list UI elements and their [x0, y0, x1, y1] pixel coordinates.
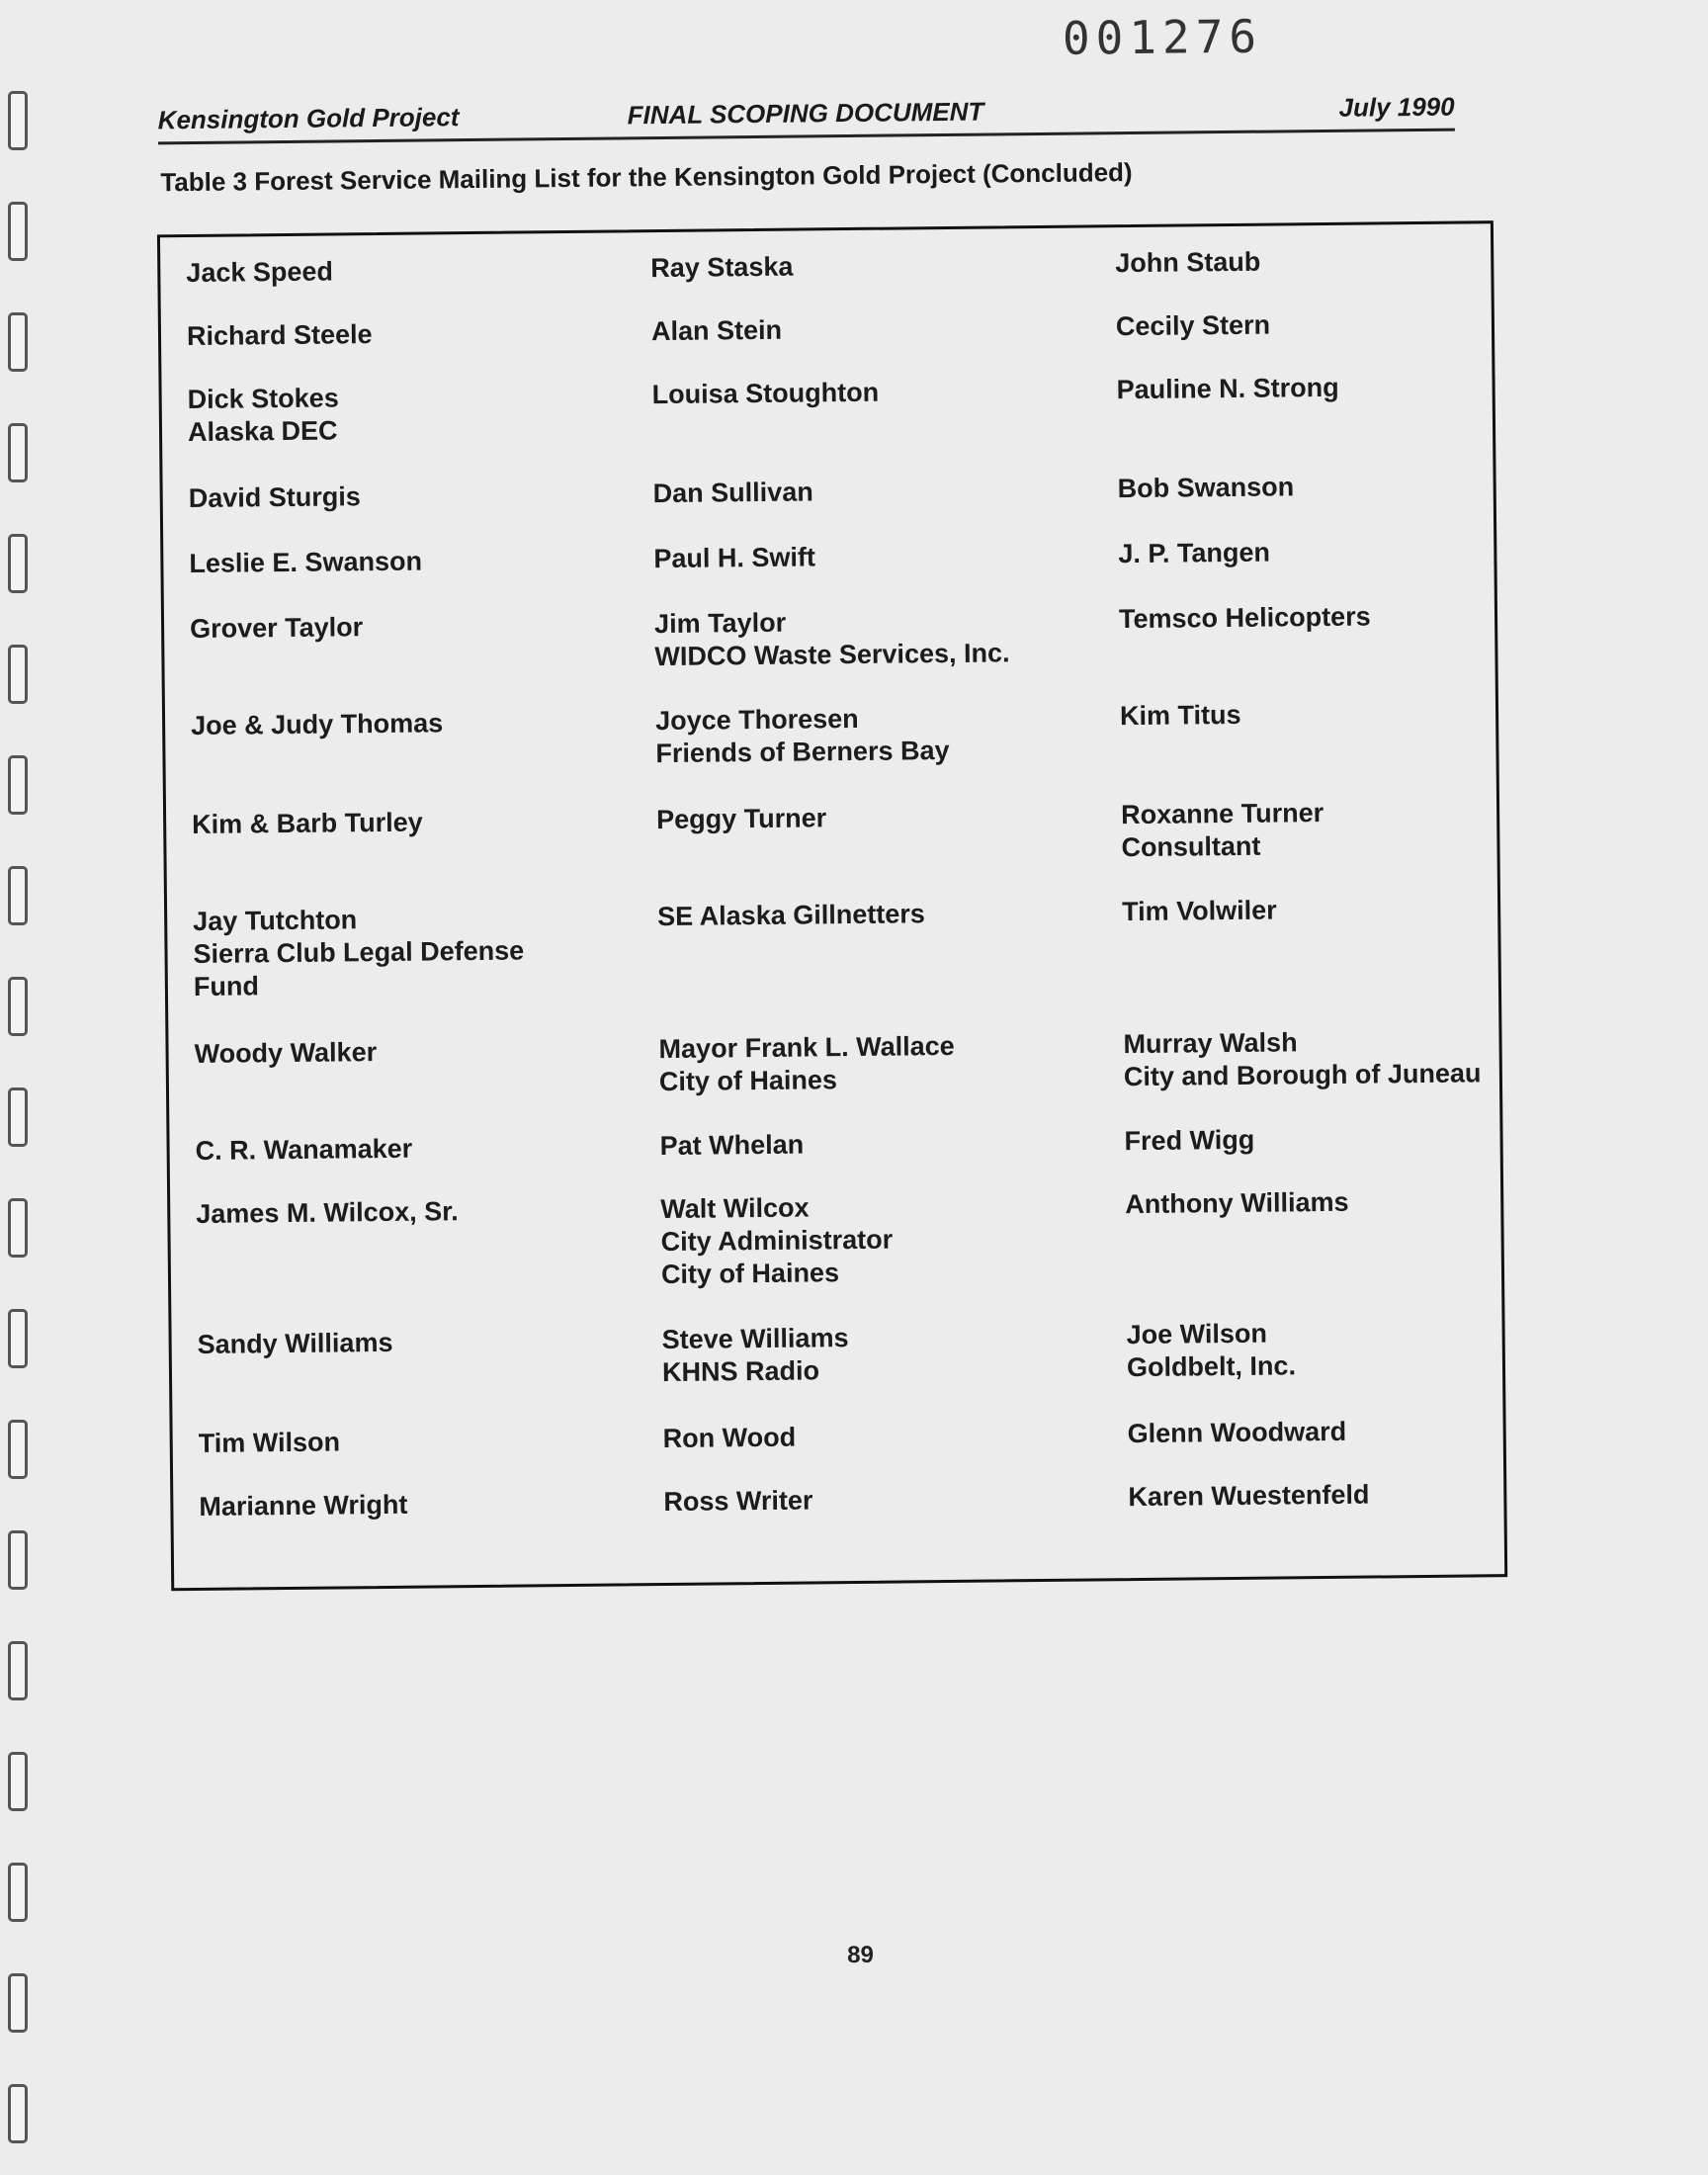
entry-name: Richard Steele — [186, 319, 373, 352]
entry-name: Jack Speed — [186, 256, 334, 289]
entry-name: Ron Wood — [662, 1422, 797, 1454]
mailing-list-entry — [653, 476, 813, 510]
mailing-list-entry — [199, 1426, 341, 1459]
entry-name: Tim Wilson — [198, 1427, 341, 1458]
entry-name: Joe & Judy Thomas — [190, 708, 444, 741]
mailing-list-entry — [1128, 1416, 1347, 1450]
mailing-list-entry — [1123, 1024, 1481, 1093]
mailing-list-entry — [1120, 699, 1241, 733]
mailing-list-entry — [190, 611, 363, 646]
entry-affiliation: Sierra Club Legal Defense — [193, 935, 525, 969]
entry-name: John Staub — [1115, 246, 1261, 279]
entry-name: Mayor Frank L. Wallace — [658, 1030, 955, 1065]
mailing-list-entry — [1125, 1186, 1349, 1221]
entry-name: Kim & Barb Turley — [192, 807, 423, 839]
mailing-list-entry — [654, 604, 1010, 673]
mailing-list-box — [157, 220, 1507, 1591]
mailing-list-entry — [659, 1129, 804, 1164]
entry-name: SE Alaska Gillnetters — [657, 899, 925, 932]
mailing-list-entry — [1119, 601, 1371, 637]
mailing-list-entry — [1118, 471, 1295, 505]
mailing-list-entry — [655, 702, 950, 770]
mailing-list-entry — [1122, 895, 1277, 929]
entry-name: Leslie E. Swanson — [189, 546, 423, 579]
entry-name: Grover Taylor — [189, 612, 364, 645]
entry-name: Joe Wilson — [1126, 1318, 1268, 1350]
mailing-list-entry — [1121, 797, 1324, 864]
document-stamp-number: 001276 — [1062, 9, 1263, 65]
entry-name: Tim Volwiler — [1121, 895, 1277, 927]
entry-affiliation: City Administrator — [660, 1224, 894, 1258]
entry-name: Jim Taylor — [653, 607, 787, 640]
mailing-list-entry — [1118, 537, 1270, 571]
mailing-list-entry — [1116, 372, 1338, 406]
mailing-list-entry — [191, 707, 443, 742]
entry-name: Steve Williams — [661, 1323, 849, 1355]
mailing-list-entry — [189, 546, 422, 580]
mailing-list-entry — [651, 314, 782, 348]
mailing-list-entry — [651, 377, 879, 411]
entry-affiliation: Alaska DEC — [187, 415, 338, 448]
mailing-list-entry — [189, 480, 361, 515]
entry-name: Glenn Woodward — [1127, 1416, 1347, 1449]
mailing-list-entry — [661, 1322, 849, 1389]
entry-name: Ross Writer — [663, 1485, 813, 1518]
mailing-list-entry — [194, 1036, 377, 1071]
entry-affiliation: City and Borough of Juneau — [1123, 1058, 1482, 1092]
mailing-list-entry — [1128, 1479, 1369, 1515]
mailing-list-entry — [656, 802, 826, 836]
entry-name: Paul H. Swift — [653, 542, 816, 574]
entry-name: C. R. Wanamaker — [195, 1133, 413, 1166]
table-caption: Table 3 Forest Service Mailing List for the Kensington Gold Project (Concluded) — [160, 157, 1133, 198]
entry-affiliation: Consultant — [1121, 830, 1261, 863]
page-number: 89 — [847, 1941, 875, 1969]
entry-name: James M. Wilcox, Sr. — [196, 1196, 459, 1229]
entry-name: Alan Stein — [650, 314, 783, 347]
entry-affiliation: Goldbelt, Inc. — [1126, 1350, 1297, 1383]
entry-name: Murray Walsh — [1123, 1027, 1298, 1060]
mailing-list-entry — [192, 807, 423, 841]
entry-name: Pat Whelan — [659, 1129, 805, 1162]
entry-name: Karen Wuestenfeld — [1128, 1479, 1370, 1513]
header-date: July 1990 — [1338, 91, 1455, 123]
entry-name: Fred Wigg — [1124, 1124, 1255, 1157]
mailing-list-entry — [187, 318, 373, 353]
mailing-list-entry — [198, 1327, 393, 1361]
entry-name: Temsco Helicopters — [1118, 601, 1371, 635]
mailing-list-entry — [195, 1133, 412, 1168]
entry-affiliation: Fund — [193, 971, 260, 1001]
mailing-list-entry — [186, 255, 333, 290]
entry-name: Pauline N. Strong — [1116, 372, 1339, 405]
entry-affiliation: WIDCO Waste Services, Inc. — [654, 638, 1010, 672]
entry-name: Cecily Stern — [1115, 309, 1271, 342]
entry-name: Louisa Stoughton — [651, 377, 880, 410]
entry-name: Ray Staska — [650, 251, 794, 284]
mailing-list-entry — [1115, 246, 1260, 281]
entry-name: Roxanne Turner — [1120, 798, 1324, 830]
entry-name: Jay Tutchton — [193, 905, 358, 936]
entry-name: Joyce Thoresen — [654, 703, 859, 737]
entry-name: Walt Wilcox — [660, 1192, 810, 1225]
entry-name: Bob Swanson — [1117, 472, 1295, 504]
mailing-list-entry — [663, 1422, 797, 1455]
mailing-list-entry — [1126, 1317, 1296, 1384]
entry-name: Dick Stokes — [187, 383, 339, 415]
header-project-name: Kensington Gold Project — [157, 102, 460, 135]
mailing-list-entry — [658, 1030, 955, 1098]
mailing-list-entry — [653, 541, 815, 575]
entry-name: Peggy Turner — [655, 803, 827, 835]
entry-name: Marianne Wright — [199, 1489, 408, 1522]
mailing-list-entry — [663, 1484, 812, 1519]
mailing-list-entry — [650, 251, 793, 286]
mailing-list-entry — [660, 1191, 894, 1291]
mailing-list-entry — [1116, 309, 1270, 344]
entry-affiliation: KHNS Radio — [661, 1355, 820, 1388]
mailing-list-entry — [657, 898, 925, 933]
entry-name: Sandy Williams — [197, 1327, 393, 1359]
entry-name: Woody Walker — [194, 1037, 378, 1069]
entry-name: Anthony Williams — [1125, 1186, 1349, 1220]
mailing-list-entry — [1124, 1124, 1254, 1158]
entry-name: Dan Sullivan — [652, 477, 813, 509]
mailing-list-entry — [196, 1195, 459, 1231]
mailing-list-entry — [199, 1489, 407, 1523]
entry-name: Kim Titus — [1119, 699, 1241, 732]
running-header — [157, 85, 1454, 145]
entry-name: J. P. Tangen — [1118, 537, 1271, 569]
entry-affiliation: Friends of Berners Bay — [655, 735, 950, 769]
mailing-list-entry — [188, 382, 340, 449]
header-document-title: FINAL SCOPING DOCUMENT — [627, 96, 984, 130]
entry-affiliation: City of Haines — [658, 1065, 838, 1097]
entry-name: David Sturgis — [188, 481, 361, 514]
entry-affiliation: City of Haines — [660, 1258, 840, 1290]
mailing-list-entry — [193, 902, 525, 1002]
